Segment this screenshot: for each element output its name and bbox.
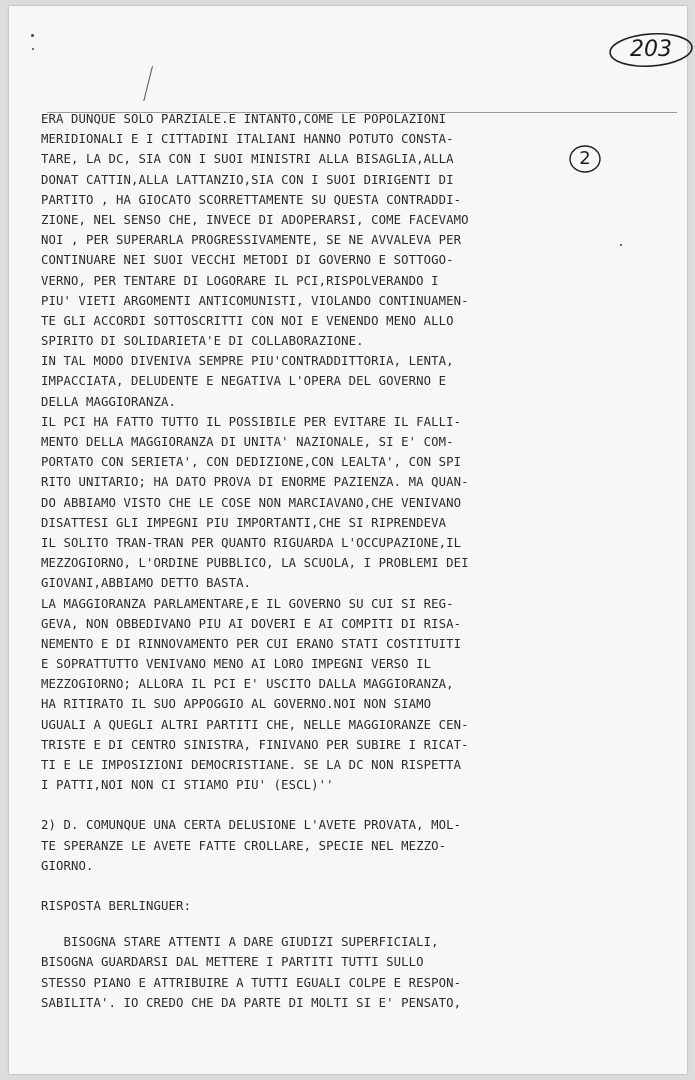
ink-speck	[620, 244, 622, 246]
answer-line: BISOGNA STARE ATTENTI A DARE GIUDIZI SUPERFICIALI,	[41, 935, 439, 950]
text-line: VERNO, PER TENTARE DI LOGORARE IL PCI,RISPOLVERANDO I	[41, 273, 439, 288]
text-line: MEZZOGIORNO; ALLORA IL PCI E' USCITO DALLA MAGGIORANZA,	[41, 677, 454, 692]
text-line: ERA DUNQUE SOLO PARZIALE.E INTANTO,COME LE POPOLAZIONI	[41, 112, 447, 126]
text-line: LA MAGGIORANZA PARLAMENTARE,E IL GOVERNO SU CUI SI REG-	[41, 596, 454, 611]
text-line: SPIRITO DI SOLIDARIETA'E DI COLLABORAZIONE.	[41, 334, 364, 349]
text-line: PIU' VIETI ARGOMENTI ANTICOMUNISTI, VIOLANDO CONTINUAMEN-	[41, 293, 469, 308]
text-line: NEMENTO E DI RINNOVAMENTO PER CUI ERANO STATI COSTITUITI	[41, 636, 462, 651]
text-line: TARE, LA DC, SIA CON I SUOI MINISTRI ALLA BISAGLIA,ALLA	[41, 152, 454, 167]
handwritten-page-number	[607, 31, 695, 69]
text-line: CONTINUARE NEI SUOI VECCHI METODI DI GOVERNO E SOTTOGO-	[41, 253, 454, 268]
text-line: ZIONE, NEL SENSO CHE, INVECE DI ADOPERARSI, COME FACEVAMO	[41, 212, 469, 227]
text-line: DISATTESI GLI IMPEGNI PIU IMPORTANTI,CHE SI RIPRENDEVA	[41, 515, 447, 530]
text-line: MERIDIONALI E I CITTADINI ITALIANI HANNO POTUTO CONSTA-	[41, 132, 454, 147]
text-line: HA RITIRATO IL SUO APPOGGIO AL GOVERNO.NOI NON SIAMO	[41, 697, 432, 712]
text-line: E SOPRATTUTTO VENIVANO MENO AI LORO IMPEGNI VERSO IL	[41, 657, 432, 672]
margin-note-text: 2	[579, 148, 591, 169]
text-line: DELLA MAGGIORANZA.	[41, 394, 177, 409]
answer-line: SABILITA'. IO CREDO CHE DA PARTE DI MOLTI SI E' PENSATO,	[41, 995, 462, 1010]
answer-line: BISOGNA GUARDARSI DAL METTERE I PARTITI TUTTI SULLO	[41, 955, 424, 970]
text-line: DO ABBIAMO VISTO CHE LE COSE NON MARCIAVANO,CHE VENIVANO	[41, 495, 462, 510]
text-line: PORTATO CON SERIETA', CON DEDIZIONE,CON LEALTA', CON SPI	[41, 455, 462, 470]
text-line: RITO UNITARIO; HA DATO PROVA DI ENORME PAZIENZA. MA QUAN-	[41, 475, 469, 490]
answer-line: STESSO PIANO E ATTRIBUIRE A TUTTI EGUALI COLPE E RESPON-	[41, 975, 462, 990]
paragraph-gap	[41, 876, 541, 896]
text-line: IMPACCIATA, DELUDENTE E NEGATIVA L'OPERA DEL GOVERNO E	[41, 374, 447, 389]
question-line: 2) D. COMUNQUE UNA CERTA DELUSIONE L'AVETE PROVATA, MOL-	[41, 818, 462, 833]
text-line: MEZZOGIORNO, L'ORDINE PUBBLICO, LA SCUOLA, I PROBLEMI DEI	[41, 556, 469, 571]
question-line: TE SPERANZE LE AVETE FATTE CROLLARE, SPECIE NEL MEZZO-	[41, 838, 447, 853]
paragraph-gap	[41, 795, 541, 815]
text-line: PARTITO , HA GIOCATO SCORRETTAMENTE SU QUESTA CONTRADDI-	[41, 192, 462, 207]
text-line: MENTO DELLA MAGGIORANZA DI UNITA' NAZIONALE, SI E' COM-	[41, 435, 454, 449]
text-line: IL PCI HA FATTO TUTTO IL POSSIBILE PER EVITARE IL FALLI-	[41, 414, 462, 429]
text-line: IL SOLITO TRAN-TRAN PER QUANTO RIGUARDA L'OCCUPAZIONE,IL	[41, 535, 462, 550]
text-line: TE GLI ACCORDI SOTTOSCRITTI CON NOI E VENENDO MENO ALLO	[41, 313, 454, 328]
answer-heading: RISPOSTA BERLINGUER:	[41, 898, 192, 913]
handwritten-margin-note	[565, 142, 605, 176]
paragraph-gap	[41, 916, 541, 932]
body-text	[41, 109, 541, 1013]
text-line: TRISTE E DI CENTRO SINISTRA, FINIVANO PER SUBIRE I RICAT-	[41, 737, 469, 752]
text-line: DONAT CATTIN,ALLA LATTANZIO,SIA CON I SUOI DIRIGENTI DI	[41, 172, 454, 187]
page-number-text: 203	[630, 37, 672, 62]
ink-speck	[32, 48, 34, 50]
text-line: NOI , PER SUPERARLA PROGRESSIVAMENTE, SE NE AVVALEVA PER	[41, 233, 462, 248]
question-line: GIORNO.	[41, 858, 94, 873]
text-line: GIOVANI,ABBIAMO DETTO BASTA.	[41, 576, 252, 591]
typewritten-page	[9, 6, 687, 1074]
text-line: I PATTI,NOI NON CI STIAMO PIU' (ESCL)''	[41, 778, 334, 793]
text-line: UGUALI A QUEGLI ALTRI PARTITI CHE, NELLE MAGGIORANZE CEN-	[41, 717, 469, 732]
text-line: TI E LE IMPOSIZIONI DEMOCRISTIANE. SE LA DC NON RISPETTA	[41, 758, 462, 772]
ink-speck	[31, 34, 34, 37]
text-line: GEVA, NON OBBEDIVANO PIU AI DOVERI E AI COMPITI DI RISA-	[41, 616, 462, 631]
pen-tick-mark	[143, 66, 153, 101]
text-line: IN TAL MODO DIVENIVA SEMPRE PIU'CONTRADDITTORIA, LENTA,	[41, 354, 454, 369]
